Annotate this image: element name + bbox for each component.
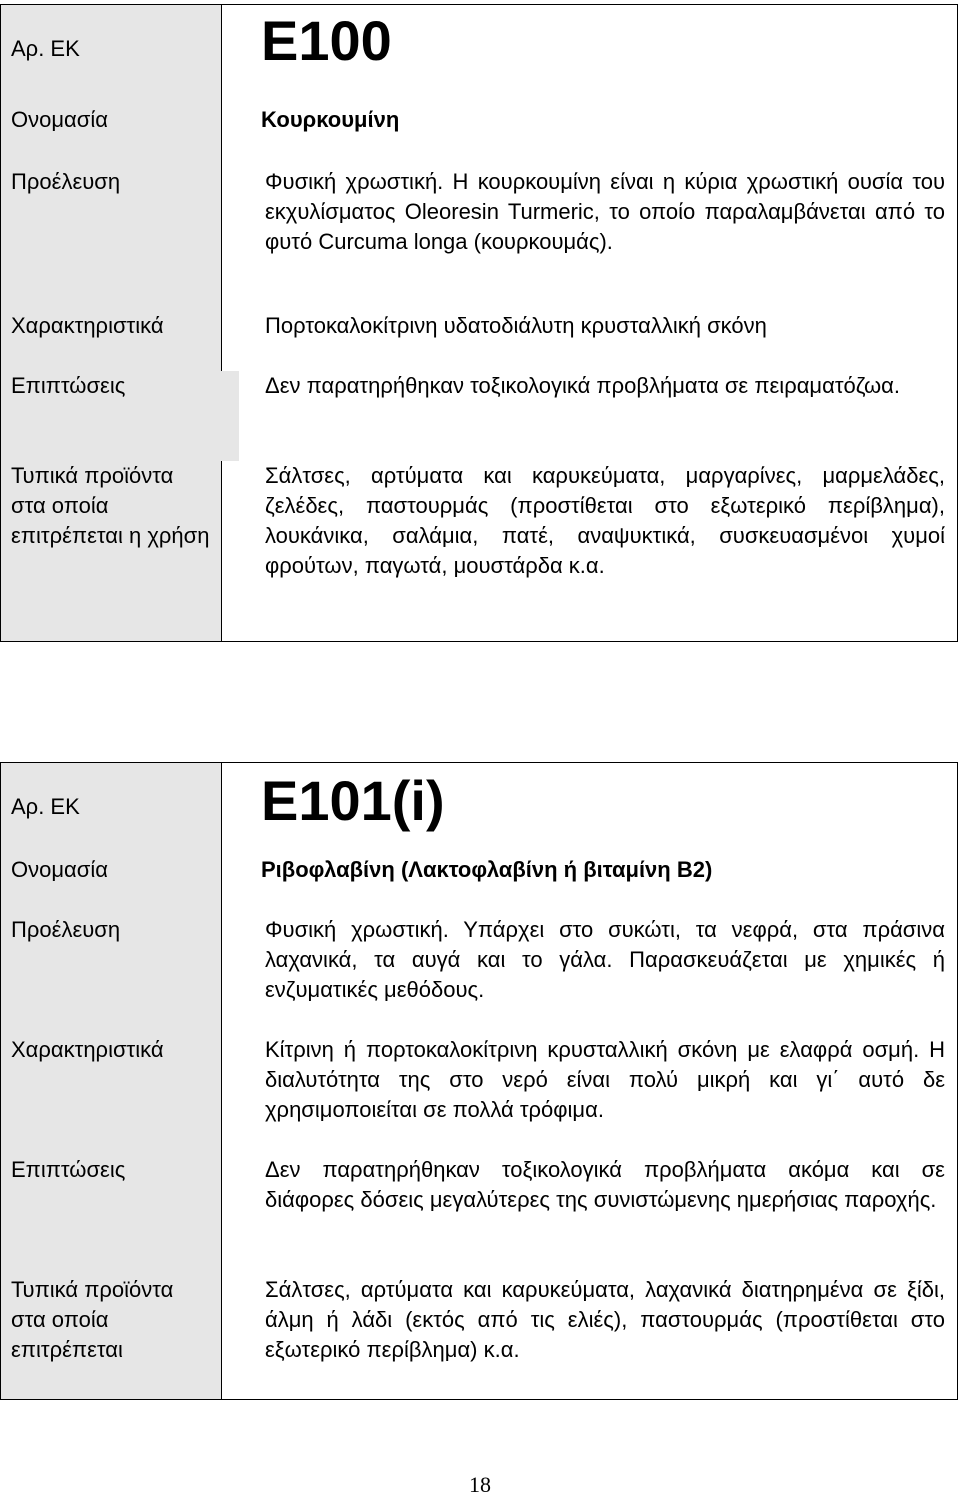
products-text: Σάλτσες, αρτύματα και καρυκεύματα, λαχανικά διατηρημένα σε ξίδι, άλμη ή λάδι (εκτός από τις ελιές), παστουρμάς (προστίθεται στο εξωτερικό περίβλημα) κ.α. <box>265 1277 945 1362</box>
additive-table-e100 <box>0 4 958 642</box>
label-effects: Επιπτώσεις <box>1 371 239 461</box>
label-effects: Επιπτώσεις <box>1 1155 221 1275</box>
row-code <box>1 5 957 101</box>
products-text: Σάλτσες, αρτύματα και καρυκεύματα, μαργαρίνες, μαρμελάδες, ζελέδες, παστουρμάς (προστίθεται στο εξωτερικό περίβλημα), λουκάνικα, σαλάμια, πατέ, αναψυκτικά, συσκευασμένοι χυμοί φρούτων, παγωτά, μουστάρδα κ.α. <box>265 463 945 578</box>
additive-code: E100 <box>261 9 392 72</box>
additive-table-e101 <box>0 762 958 1400</box>
effects-text: Δεν παρατηρήθηκαν τοξικολογικά προβλήματα σε πειραματόζωα. <box>265 373 900 398</box>
origin-text: Φυσική χρωστική. Η κουρκουμίνη είναι η κύρια χρωστική ουσία του εκχυλίσματος Oleoresin Turmeric, το οποίο παραλαμβάνεται από το φυτό Curcuma longa (κουρκουμάς). <box>265 169 945 254</box>
row-characteristics <box>1 1035 957 1155</box>
label-characteristics: Χαρακτηριστικά <box>1 309 221 371</box>
row-name <box>1 101 957 161</box>
row-code <box>1 763 957 855</box>
row-origin <box>1 161 957 309</box>
row-characteristics <box>1 309 957 371</box>
origin-text: Φυσική χρωστική. Υπάρχει στο συκώτι, τα νεφρά, στα πράσινα λαχανικά, τα αυγά και το γάλα. Παρασκευάζεται με χημικές ή ενζυματικές μεθόδους. <box>265 917 945 1002</box>
row-origin <box>1 915 957 1035</box>
additive-name: Ριβοφλαβίνη (Λακτοφλαβίνη ή βιταμίνη Β2) <box>261 857 713 882</box>
row-products <box>1 1275 957 1399</box>
additive-name: Κουρκουμίνη <box>261 107 400 132</box>
characteristics-text: Κίτρινη ή πορτοκαλοκίτρινη κρυσταλλική σκόνη με ελαφρά οσμή. Η διαλυτότητα της στο νερό είναι πολύ μικρή και γι΄ αυτό δε χρησιμοποιείται σε πολλά τρόφιμα. <box>265 1037 945 1122</box>
additive-code: E101(i) <box>261 769 445 832</box>
row-effects <box>1 1155 957 1275</box>
label-characteristics: Χαρακτηριστικά <box>1 1035 221 1155</box>
effects-text: Δεν παρατηρήθηκαν τοξικολογικά προβλήματα ακόμα και σε διάφορες δόσεις μεγαλύτερες της συνιστώμενης ημερήσιας παροχής. <box>265 1157 945 1212</box>
label-code: Αρ. ΕΚ <box>1 763 221 855</box>
label-products: Τυπικά προϊόντα στα οποία επιτρέπεται η χρήση <box>1 461 221 641</box>
characteristics-text: Πορτοκαλοκίτρινη υδατοδιάλυτη κρυσταλλική σκόνη <box>265 313 767 338</box>
label-name: Ονομασία <box>1 855 221 915</box>
row-products <box>1 461 957 641</box>
label-code: Αρ. ΕΚ <box>1 5 221 101</box>
row-effects <box>1 371 957 461</box>
label-name: Ονομασία <box>1 101 221 161</box>
page-number: 18 <box>469 1472 491 1497</box>
label-products: Τυπικά προϊόντα στα οποία επιτρέπεται <box>1 1275 221 1399</box>
label-origin: Προέλευση <box>1 915 221 1035</box>
row-name <box>1 855 957 915</box>
label-origin: Προέλευση <box>1 161 221 309</box>
